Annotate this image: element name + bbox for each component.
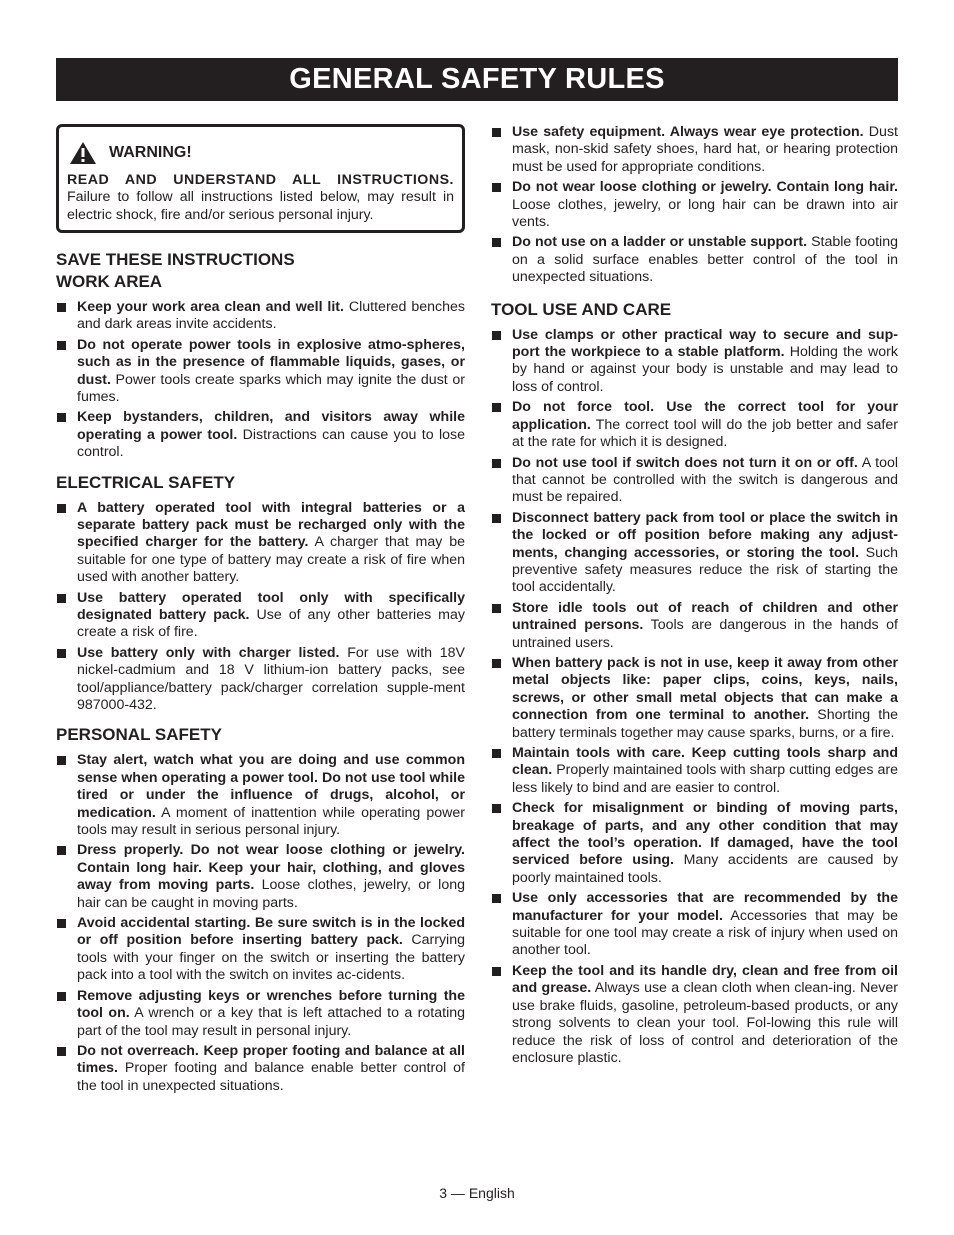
item-bold-text: Use battery only with charger listed. xyxy=(77,644,340,661)
section-heading: WORK AREA xyxy=(56,271,163,291)
square-bullet-icon xyxy=(492,804,501,813)
list-item xyxy=(491,327,898,397)
square-bullet-icon xyxy=(57,303,66,312)
item-bold-text: Do not use tool if switch does not turn it on or off. xyxy=(512,454,858,471)
square-bullet-icon xyxy=(57,756,66,765)
square-bullet-icon xyxy=(57,1047,66,1056)
warning-bold: READ AND UNDERSTAND ALL INSTRUCTIONS. xyxy=(67,172,454,188)
warning-heading xyxy=(67,141,454,165)
list-item xyxy=(56,299,465,334)
list-item xyxy=(491,800,898,887)
item-bold-text: Do not overreach. Keep proper footing and balance at all times. xyxy=(77,1042,465,1077)
item-bold-text: Avoid accidental starting. Be sure switch is in the locked or off position before inserting battery pack. xyxy=(77,915,465,949)
item-body-text: Tools are dangerous in the hands of untrained users. xyxy=(512,617,898,651)
item-body-text: Power tools create sparks which may ignite the dust or fumes. xyxy=(77,371,465,405)
item-body-text: Loose clothes, jewelry, or long hair can be drawn into air vents. xyxy=(512,196,898,231)
item-bold-text: A battery operated tool with integral batteries or a separate battery pack must be recharged only with the specified charger for the battery. xyxy=(77,499,465,551)
item-body-text: A wrench or a key that is left attached to a rotating part of the tool may result in personal injury. xyxy=(77,1005,466,1039)
warning-heading-text: WARNING! xyxy=(109,144,192,161)
item-bold-text: Use clamps or other practical way to secure and sup-port the workpiece to a stable platform. xyxy=(512,326,898,361)
section-heading: PERSONAL SAFETY xyxy=(56,725,222,745)
list-item xyxy=(491,890,898,960)
square-bullet-icon xyxy=(492,514,501,523)
item-body-text: A moment of inattention while operating power tools may result in serious personal injury. xyxy=(77,804,465,839)
warning-triangle-icon xyxy=(69,141,97,165)
item-body-text: A tool that cannot be controlled with the switch is dangerous and must be repaired. xyxy=(512,454,898,506)
list-item xyxy=(491,655,898,742)
left-column xyxy=(56,124,465,1105)
list-item xyxy=(491,179,898,231)
section xyxy=(56,271,465,462)
item-body-text: Proper footing and balance enable better control of the tool in unexpected situations. xyxy=(77,1060,465,1094)
item-bold-text: Use battery operated tool only with specifically designated battery pack. xyxy=(77,589,465,623)
item-bold-text: Check for misalignment or binding of moving parts, breakage of parts, and any other condition that may affect the tool’s operation. If damaged, have the tool serviced before using. xyxy=(512,800,898,869)
item-body-text: Many accidents are caused by poorly maintained tools. xyxy=(512,852,898,886)
list-item xyxy=(56,645,465,715)
list-item xyxy=(56,752,465,839)
square-bullet-icon xyxy=(57,341,66,350)
square-bullet-icon xyxy=(57,649,66,658)
square-bullet-icon xyxy=(57,919,66,928)
list-item xyxy=(56,842,465,912)
item-bold-text: Dress properly. Do not wear loose clothing or jewelry. Contain long hair. Keep your hair, clothing, and gloves away from moving parts. xyxy=(77,842,465,894)
item-body-text: Properly maintained tools with sharp cutting edges are less likely to bind and are easier to control. xyxy=(512,762,898,796)
page-footer: 3 — English xyxy=(439,1185,515,1201)
item-bold-text: Do not use on a ladder or unstable support. xyxy=(512,234,808,251)
square-bullet-icon xyxy=(492,604,501,613)
list-item xyxy=(56,915,465,985)
item-body-text: Dust mask, non-skid safety shoes, hard hat, or hearing protection must be used for appropriate conditions. xyxy=(512,124,898,175)
square-bullet-icon xyxy=(492,749,501,758)
warning-body: Failure to follow all instructions listed below, may result in electric shock, fire and/or serious personal injury. xyxy=(67,189,454,223)
list-item xyxy=(491,234,898,286)
item-body-text: For use with 18V nickel-cadmium and 18 V lithium-ion battery packs, see tool/appliance/battery pack/charger correlation supple-ment 987000-432. xyxy=(77,644,465,714)
item-body-text: Accessories that may be suitable for one tool may create a risk of injury when used on another tool. xyxy=(512,907,898,959)
left-sections xyxy=(56,271,465,1095)
item-body-text: Stable footing on a solid surface enables better control of the tool in unexpected situations. xyxy=(512,234,898,286)
list-item xyxy=(56,590,465,642)
item-body-text: Loose clothes, jewelry, or long hair can be caught in moving parts. xyxy=(77,877,465,911)
page-title: GENERAL SAFETY RULES xyxy=(56,58,898,101)
list-item xyxy=(56,1043,465,1095)
square-bullet-icon xyxy=(492,403,501,412)
square-bullet-icon xyxy=(57,413,66,422)
square-bullet-icon xyxy=(492,331,501,340)
square-bullet-icon xyxy=(57,504,66,513)
list-item xyxy=(491,455,898,507)
list-item xyxy=(56,409,465,461)
item-bold-text: Keep bystanders, children, and visitors away while operating a power tool. xyxy=(77,409,465,443)
item-body-text: Shorting the battery terminals together may cause sparks, burns, or a fire. xyxy=(512,707,898,741)
list-item xyxy=(56,988,465,1040)
item-bold-text: Disconnect battery pack from tool or place the switch in the locked or off position before making any adjust-ments, changing accessories, or storing the tool. xyxy=(512,509,898,561)
section xyxy=(56,472,465,715)
square-bullet-icon xyxy=(57,594,66,603)
list-item xyxy=(491,600,898,652)
section xyxy=(56,724,465,1095)
item-bold-text: Use safety equipment. Always wear eye protection. xyxy=(512,124,864,140)
list-item xyxy=(491,124,898,176)
list-item xyxy=(491,745,898,797)
right-column xyxy=(491,124,898,1077)
list-item xyxy=(491,510,898,597)
square-bullet-icon xyxy=(492,459,501,468)
item-bold-text: Do not operate power tools in explosive atmo-spheres, such as in the presence of flammable liquids, gases, or dust. xyxy=(77,336,465,388)
item-body-text: Holding the work by hand or against your body is unstable and may lead to loss of control. xyxy=(512,344,898,395)
item-body-text: A charger that may be suitable for one type of battery may create a risk of fire when used with another battery. xyxy=(77,534,465,586)
item-body-text: Carrying tools with your finger on the switch or inserting the battery pack into a tool with the switch on invites ac-cidents. xyxy=(77,932,465,984)
square-bullet-icon xyxy=(492,967,501,976)
square-bullet-icon xyxy=(492,894,501,903)
square-bullet-icon xyxy=(57,992,66,1001)
item-bold-text: Do not wear loose clothing or jewelry. Contain long hair. xyxy=(512,179,898,196)
item-bold-text: Store idle tools out of reach of children and other untrained persons. xyxy=(512,599,898,634)
warning-text xyxy=(67,172,454,224)
square-bullet-icon xyxy=(492,128,501,137)
square-bullet-icon xyxy=(492,659,501,668)
item-body-text: The correct tool will do the job better and safer at the rate for which it is designed. xyxy=(512,416,898,451)
item-bold-text: Do not force tool. Use the correct tool for your application. xyxy=(512,399,898,433)
section-list xyxy=(56,299,465,462)
item-bold-text: Keep the tool and its handle dry, clean and free from oil and grease. xyxy=(512,962,898,997)
list-item xyxy=(491,399,898,451)
item-body-text: Use of any other batteries may create a risk of fire. xyxy=(77,606,465,641)
item-bold-text: Stay alert, watch what you are doing and use common sense when operating a power tool. Do not use tool while tired or under the influence of drugs, alcohol, or medication. xyxy=(77,752,465,821)
item-bold-text: When battery pack is not in use, keep it away from other metal objects like: paper clips, coins, keys, nails, screws, or other small metal objects that can make a connection from one terminal to another. xyxy=(512,654,898,724)
item-bold-text: Maintain tools with care. Keep cutting tools sharp and clean. xyxy=(512,745,898,779)
section-list xyxy=(56,500,465,715)
item-bold-text: Remove adjusting keys or wrenches before turning the tool on. xyxy=(77,987,465,1022)
item-bold-text: Keep your work area clean and well lit. xyxy=(77,298,344,315)
save-instructions-heading: SAVE THESE INSTRUCTIONS xyxy=(56,249,295,269)
list-item xyxy=(56,500,465,587)
item-bold-text: Use only accessories that are recommended by the manufacturer for your model. xyxy=(512,890,898,924)
section-heading: ELECTRICAL SAFETY xyxy=(56,472,236,492)
warning-box xyxy=(56,124,465,233)
section-list xyxy=(56,752,465,1095)
tool-use-list xyxy=(491,327,898,1068)
square-bullet-icon xyxy=(57,846,66,855)
item-body-text: Always use a clean cloth when clean-ing. Never use brake fluids, gasoline, petroleum-based products, or any strong solvents to clean your tool. Fol-lowing this rule will reduce the risk of loss of control and deterioration of the enclosure plastic. xyxy=(512,980,898,1066)
list-item xyxy=(56,337,465,407)
square-bullet-icon xyxy=(492,238,501,247)
item-body-text: Distractions can cause you to lose control. xyxy=(77,426,465,461)
tool-use-heading: TOOL USE AND CARE xyxy=(491,299,672,319)
personal-safety-continued-list xyxy=(491,124,898,287)
item-body-text: Cluttered benches and dark areas invite accidents. xyxy=(77,298,465,333)
item-body-text: Such preventive safety measures reduce the risk of starting the tool accidentally. xyxy=(512,544,898,596)
square-bullet-icon xyxy=(492,183,501,192)
list-item xyxy=(491,963,898,1067)
